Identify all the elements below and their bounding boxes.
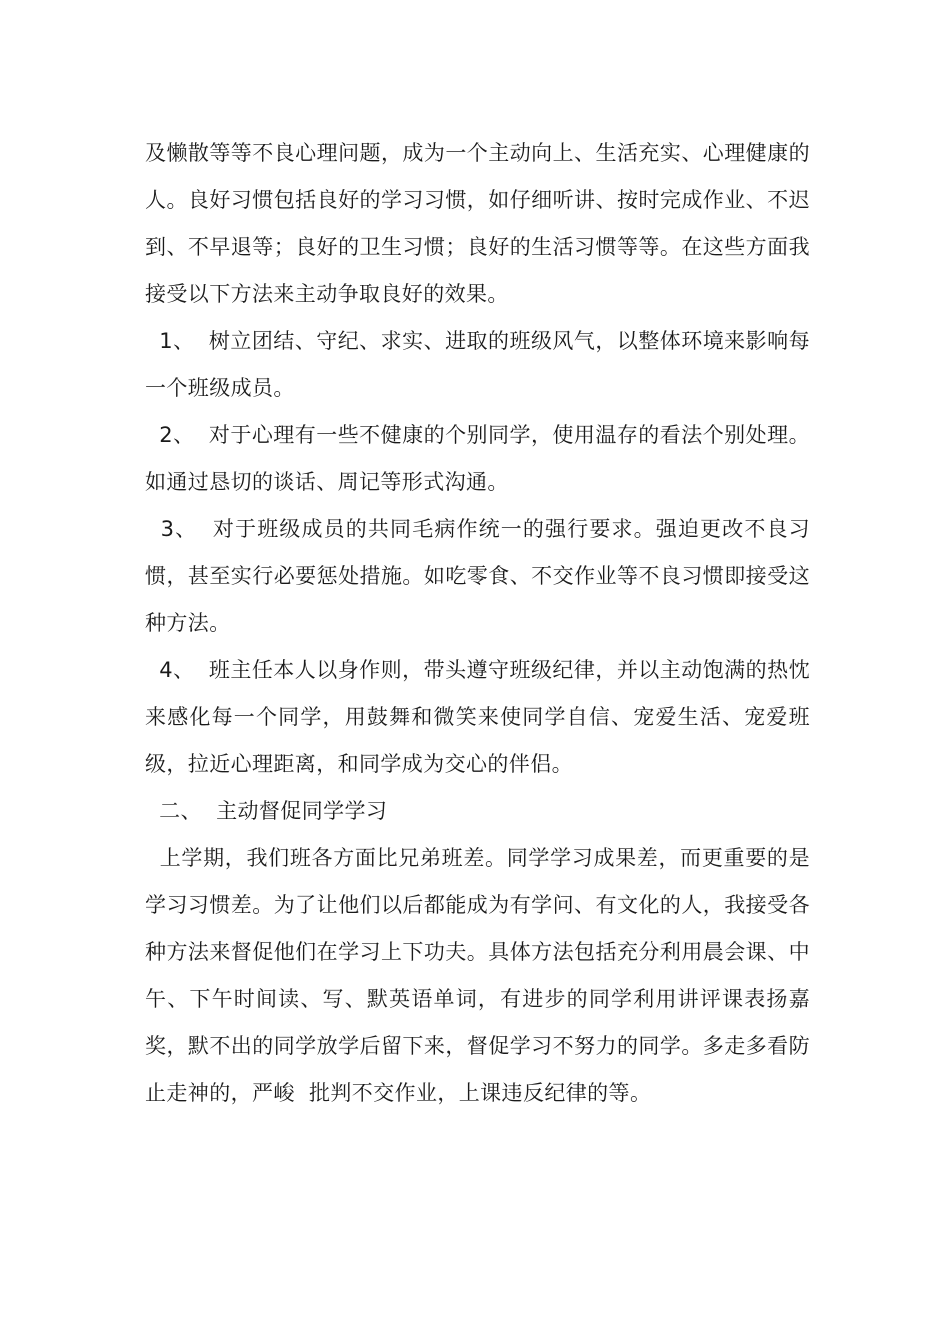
paragraph-item-4: 4、 班主任本人以身作则，带头遵守班级纪律，并以主动饱满的热忱来感化每一个同学，用鼓舞和微笑来使同学自信、宠爱生活、宠爱班级，拉近心理距离，和同学成为交心的伴侣。 <box>145 658 810 776</box>
section-heading-2: 二、 主动督促同学学习 <box>145 799 388 823</box>
document-body <box>145 130 810 1117</box>
paragraph-item-1: 1、 树立团结、守纪、求实、进取的班级风气，以整体环境来影响每一个班级成员。 <box>145 329 810 400</box>
paragraph-intro: 及懒散等等不良心理问题，成为一个主动向上、生活充实、心理健康的人。良好习惯包括良好的学习习惯，如仔细听讲、按时完成作业、不迟到、不早退等；良好的卫生习惯；良好的生活习惯等等。在这些方面我接受以下方法来主动争取良好的效果。 <box>145 141 810 306</box>
paragraph-item-2: 2、 对于心理有一些不健康的个别同学，使用温存的看法个别处理。如通过恳切的谈话、周记等形式沟通。 <box>145 423 810 494</box>
paragraph-study: 上学期，我们班各方面比兄弟班差。同学学习成果差，而更重要的是学习习惯差。为了让他们以后都能成为有学问、有文化的人，我接受各种方法来督促他们在学习上下功夫。具体方法包括充分利用晨会课、中午、下午时间读、写、默英语单词，有进步的同学利用讲评课表扬嘉奖，默不出的同学放学后留下来，督促学习不努力的同学。多走多看防止走神的，严峻 批判不交作业，上课违反纪律的等。 <box>145 846 811 1105</box>
paragraph-item-3: 3、 对于班级成员的共同毛病作统一的强行要求。强迫更改不良习惯，甚至实行必要惩处措施。如吃零食、不交作业等不良习惯即接受这种方法。 <box>145 517 811 635</box>
